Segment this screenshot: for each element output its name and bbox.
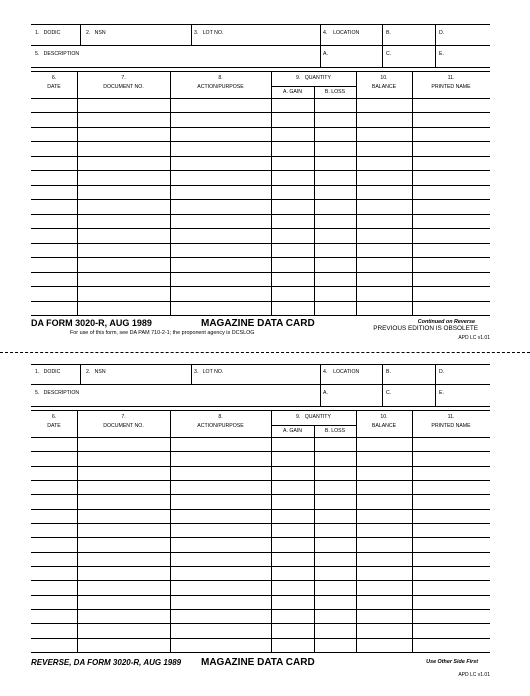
entry-cell-loss[interactable] <box>314 286 356 300</box>
entry-cell-document[interactable] <box>77 509 170 523</box>
entry-cell-date[interactable] <box>31 185 77 199</box>
column-divider <box>271 410 272 652</box>
back-col-qty-num: 9. <box>296 414 301 420</box>
entry-cell-name[interactable] <box>412 127 490 141</box>
entry-cell-loss[interactable] <box>314 509 356 523</box>
back-entry-rows[interactable] <box>31 437 490 652</box>
back-col-name: PRINTED NAME <box>431 423 471 429</box>
entry-cell-gain[interactable] <box>271 170 314 184</box>
entry-cell-gain[interactable] <box>271 451 314 465</box>
entry-cell-balance[interactable] <box>356 437 412 451</box>
entry-cell-loss[interactable] <box>314 199 356 213</box>
location-b: B. <box>386 30 391 36</box>
entry-cell-date[interactable] <box>31 552 77 566</box>
entry-cell-loss[interactable] <box>314 595 356 609</box>
column-divider <box>356 71 357 315</box>
entry-cell-document[interactable] <box>77 595 170 609</box>
entry-cell-loss[interactable] <box>314 451 356 465</box>
back-location-c: C. <box>386 390 392 396</box>
entry-cell-document[interactable] <box>77 257 170 271</box>
entry-cell-action[interactable] <box>170 127 271 141</box>
entry-cell-date[interactable] <box>31 286 77 300</box>
entry-cell-name[interactable] <box>412 199 490 213</box>
entry-cell-document[interactable] <box>77 451 170 465</box>
col-action-num: 8. <box>218 75 223 81</box>
entry-cell-gain[interactable] <box>271 638 314 652</box>
col-doc: DOCUMENT NO. <box>103 84 144 90</box>
entry-cell-name[interactable] <box>412 112 490 126</box>
col-date: DATE <box>47 84 61 90</box>
back-location-e: E. <box>439 390 444 396</box>
entry-cell-date[interactable] <box>31 609 77 623</box>
entry-cell-action[interactable] <box>170 156 271 170</box>
back-col-doc-num: 7. <box>121 414 126 420</box>
column-divider <box>412 71 413 315</box>
entry-cell-name[interactable] <box>412 523 490 537</box>
entry-cell-loss[interactable] <box>314 494 356 508</box>
entry-cell-name[interactable] <box>412 185 490 199</box>
entry-cell-balance[interactable] <box>356 466 412 480</box>
back-description-num: 5. <box>35 390 40 396</box>
entry-cell-balance[interactable] <box>356 127 412 141</box>
entry-cell-balance[interactable] <box>356 580 412 594</box>
entry-cell-balance[interactable] <box>356 638 412 652</box>
entry-cell-loss[interactable] <box>314 552 356 566</box>
entry-cell-document[interactable] <box>77 112 170 126</box>
column-divider <box>314 425 315 652</box>
entry-cell-loss[interactable] <box>314 185 356 199</box>
description-label: DESCRIPTION <box>43 51 80 57</box>
entry-cell-gain[interactable] <box>271 156 314 170</box>
front-form-number: DA FORM 3020-R, AUG 1989 <box>31 318 152 328</box>
entry-cell-name[interactable] <box>412 480 490 494</box>
entry-cell-action[interactable] <box>170 437 271 451</box>
entry-cell-action[interactable] <box>170 609 271 623</box>
location-label: LOCATION <box>333 30 360 36</box>
entry-cell-balance[interactable] <box>356 185 412 199</box>
entry-cell-date[interactable] <box>31 580 77 594</box>
entry-cell-date[interactable] <box>31 494 77 508</box>
entry-cell-loss[interactable] <box>314 127 356 141</box>
dodic-num: 1. <box>35 30 40 36</box>
entry-cell-balance[interactable] <box>356 609 412 623</box>
entry-cell-balance[interactable] <box>356 243 412 257</box>
entry-cell-balance[interactable] <box>356 451 412 465</box>
back-dodic-label: DODIC <box>43 369 61 375</box>
entry-cell-name[interactable] <box>412 552 490 566</box>
back-col-action: ACTION/PURPOSE <box>197 423 244 429</box>
entry-cell-balance[interactable] <box>356 156 412 170</box>
entry-cell-gain[interactable] <box>271 537 314 551</box>
entry-cell-balance[interactable] <box>356 272 412 286</box>
entry-cell-balance[interactable] <box>356 595 412 609</box>
lot-num: 3. <box>194 30 199 36</box>
entry-cell-balance[interactable] <box>356 228 412 242</box>
entry-cell-loss[interactable] <box>314 272 356 286</box>
entry-cell-gain[interactable] <box>271 480 314 494</box>
entry-cell-date[interactable] <box>31 638 77 652</box>
entry-cell-date[interactable] <box>31 228 77 242</box>
entry-cell-loss[interactable] <box>314 141 356 155</box>
entry-cell-date[interactable] <box>31 451 77 465</box>
previous-edition: PREVIOUS EDITION IS OBSOLETE <box>373 325 478 332</box>
entry-cell-name[interactable] <box>412 623 490 637</box>
entry-cell-action[interactable] <box>170 141 271 155</box>
entry-cell-gain[interactable] <box>271 494 314 508</box>
entry-cell-balance[interactable] <box>356 509 412 523</box>
back-col-balance-num: 10. <box>380 414 388 420</box>
back-card <box>31 364 490 684</box>
row-divider <box>31 652 490 653</box>
entry-cell-name[interactable] <box>412 214 490 228</box>
location-num: 4. <box>323 30 328 36</box>
entry-cell-document[interactable] <box>77 537 170 551</box>
entry-cell-gain[interactable] <box>271 301 314 315</box>
entry-cell-loss[interactable] <box>314 98 356 112</box>
back-col-name-num: 11. <box>447 414 455 420</box>
column-divider <box>170 410 171 652</box>
entry-cell-action[interactable] <box>170 243 271 257</box>
continued-note: Continued on Reverse <box>417 319 475 325</box>
col-qty: QUANTITY <box>304 75 331 81</box>
column-divider <box>77 410 78 652</box>
entry-cell-gain[interactable] <box>271 228 314 242</box>
entry-cell-balance[interactable] <box>356 301 412 315</box>
entry-cell-document[interactable] <box>77 214 170 228</box>
back-version: APD LC v1.01 <box>458 672 490 678</box>
entry-cell-loss[interactable] <box>314 609 356 623</box>
back-col-doc: DOCUMENT NO. <box>103 423 144 429</box>
entry-cell-balance[interactable] <box>356 257 412 271</box>
entry-cell-date[interactable] <box>31 98 77 112</box>
entry-cell-action[interactable] <box>170 537 271 551</box>
entry-cell-loss[interactable] <box>314 466 356 480</box>
entry-cell-name[interactable] <box>412 537 490 551</box>
back-col-date: DATE <box>47 423 61 429</box>
column-divider <box>314 86 315 315</box>
front-entry-rows[interactable] <box>31 98 490 315</box>
back-location-num: 4. <box>323 369 328 375</box>
entry-cell-action[interactable] <box>170 623 271 637</box>
entry-cell-name[interactable] <box>412 580 490 594</box>
entry-cell-date[interactable] <box>31 199 77 213</box>
column-divider <box>77 71 78 315</box>
back-location-d: D. <box>439 369 445 375</box>
entry-cell-action[interactable] <box>170 523 271 537</box>
entry-cell-name[interactable] <box>412 272 490 286</box>
entry-cell-document[interactable] <box>77 127 170 141</box>
back-col-qty: QUANTITY <box>304 414 331 420</box>
entry-cell-action[interactable] <box>170 199 271 213</box>
entry-cell-action[interactable] <box>170 451 271 465</box>
entry-cell-name[interactable] <box>412 257 490 271</box>
entry-cell-action[interactable] <box>170 286 271 300</box>
entry-cell-loss[interactable] <box>314 623 356 637</box>
entry-cell-document[interactable] <box>77 228 170 242</box>
entry-cell-gain[interactable] <box>271 566 314 580</box>
nsn-num: 2. <box>86 30 91 36</box>
front-card <box>31 24 490 344</box>
entry-cell-action[interactable] <box>170 566 271 580</box>
description-num: 5. <box>35 51 40 57</box>
back-dodic-num: 1. <box>35 369 40 375</box>
entry-cell-document[interactable] <box>77 170 170 184</box>
back-lot-num: 3. <box>194 369 199 375</box>
column-divider <box>412 410 413 652</box>
col-name-num: 11. <box>447 75 455 81</box>
back-lot-label: LOT NO. <box>202 369 224 375</box>
entry-cell-name[interactable] <box>412 494 490 508</box>
entry-cell-balance[interactable] <box>356 98 412 112</box>
entry-cell-action[interactable] <box>170 98 271 112</box>
entry-cell-gain[interactable] <box>271 199 314 213</box>
entry-cell-balance[interactable] <box>356 480 412 494</box>
entry-cell-name[interactable] <box>412 451 490 465</box>
entry-cell-name[interactable] <box>412 286 490 300</box>
entry-cell-loss[interactable] <box>314 566 356 580</box>
entry-cell-name[interactable] <box>412 243 490 257</box>
entry-cell-name[interactable] <box>412 301 490 315</box>
entry-cell-date[interactable] <box>31 566 77 580</box>
entry-cell-date[interactable] <box>31 595 77 609</box>
entry-cell-action[interactable] <box>170 112 271 126</box>
cut-line <box>0 352 530 353</box>
entry-cell-date[interactable] <box>31 537 77 551</box>
entry-cell-gain[interactable] <box>271 185 314 199</box>
entry-cell-gain[interactable] <box>271 141 314 155</box>
entry-cell-document[interactable] <box>77 286 170 300</box>
entry-cell-document[interactable] <box>77 566 170 580</box>
entry-cell-name[interactable] <box>412 437 490 451</box>
entry-cell-action[interactable] <box>170 638 271 652</box>
entry-cell-action[interactable] <box>170 272 271 286</box>
column-divider <box>356 410 357 652</box>
entry-cell-document[interactable] <box>77 199 170 213</box>
entry-cell-gain[interactable] <box>271 257 314 271</box>
back-col-date-num: 6. <box>51 414 57 420</box>
entry-cell-document[interactable] <box>77 523 170 537</box>
front-form-title: MAGAZINE DATA CARD <box>201 318 315 329</box>
entry-cell-gain[interactable] <box>271 127 314 141</box>
entry-cell-balance[interactable] <box>356 170 412 184</box>
col-gain: A. GAIN <box>282 89 303 95</box>
back-col-gain: A. GAIN <box>282 428 303 434</box>
entry-cell-document[interactable] <box>77 623 170 637</box>
entry-cell-document[interactable] <box>77 466 170 480</box>
use-other-side: Use Other Side First <box>426 659 478 665</box>
entry-cell-date[interactable] <box>31 523 77 537</box>
back-location-b: B. <box>386 369 391 375</box>
entry-cell-action[interactable] <box>170 466 271 480</box>
entry-cell-name[interactable] <box>412 509 490 523</box>
entry-cell-date[interactable] <box>31 170 77 184</box>
entry-cell-action[interactable] <box>170 170 271 184</box>
entry-cell-loss[interactable] <box>314 580 356 594</box>
entry-cell-balance[interactable] <box>356 214 412 228</box>
entry-cell-gain[interactable] <box>271 580 314 594</box>
front-version: APD LC v1.01 <box>458 335 490 341</box>
entry-cell-loss[interactable] <box>314 156 356 170</box>
back-col-loss: B. LOSS <box>324 428 346 434</box>
entry-cell-loss[interactable] <box>314 437 356 451</box>
entry-cell-balance[interactable] <box>356 112 412 126</box>
usage-note: For use of this form, see DA PAM 710-2-1; the proponent agency is DCSLOG <box>70 330 255 336</box>
entry-cell-gain[interactable] <box>271 272 314 286</box>
entry-cell-gain[interactable] <box>271 595 314 609</box>
entry-cell-date[interactable] <box>31 509 77 523</box>
entry-cell-balance[interactable] <box>356 199 412 213</box>
col-doc-num: 7. <box>121 75 126 81</box>
entry-cell-gain[interactable] <box>271 552 314 566</box>
location-a: A. <box>323 51 328 57</box>
entry-cell-loss[interactable] <box>314 170 356 184</box>
entry-cell-loss[interactable] <box>314 523 356 537</box>
entry-cell-date[interactable] <box>31 480 77 494</box>
entry-cell-document[interactable] <box>77 437 170 451</box>
entry-cell-loss[interactable] <box>314 301 356 315</box>
entry-cell-action[interactable] <box>170 257 271 271</box>
entry-cell-balance[interactable] <box>356 494 412 508</box>
entry-cell-action[interactable] <box>170 214 271 228</box>
col-date-num: 6. <box>51 75 57 81</box>
entry-cell-document[interactable] <box>77 580 170 594</box>
entry-cell-gain[interactable] <box>271 623 314 637</box>
entry-cell-date[interactable] <box>31 301 77 315</box>
entry-cell-action[interactable] <box>170 228 271 242</box>
entry-cell-document[interactable] <box>77 552 170 566</box>
entry-cell-gain[interactable] <box>271 286 314 300</box>
entry-cell-loss[interactable] <box>314 480 356 494</box>
location-c: C. <box>386 51 392 57</box>
col-balance-num: 10. <box>380 75 388 81</box>
entry-cell-action[interactable] <box>170 301 271 315</box>
col-loss: B. LOSS <box>324 89 346 95</box>
entry-cell-document[interactable] <box>77 609 170 623</box>
back-form-title: MAGAZINE DATA CARD <box>201 657 315 668</box>
entry-cell-name[interactable] <box>412 609 490 623</box>
entry-cell-date[interactable] <box>31 272 77 286</box>
entry-cell-date[interactable] <box>31 112 77 126</box>
entry-cell-loss[interactable] <box>314 214 356 228</box>
column-divider <box>271 71 272 315</box>
back-nsn-label: NSN <box>94 369 106 375</box>
back-form-number: REVERSE, DA FORM 3020-R, AUG 1989 <box>31 658 182 667</box>
entry-cell-gain[interactable] <box>271 523 314 537</box>
col-balance: BALANCE <box>371 84 397 90</box>
entry-cell-date[interactable] <box>31 141 77 155</box>
entry-cell-gain[interactable] <box>271 98 314 112</box>
entry-cell-name[interactable] <box>412 228 490 242</box>
entry-cell-date[interactable] <box>31 243 77 257</box>
entry-cell-date[interactable] <box>31 257 77 271</box>
entry-cell-gain[interactable] <box>271 437 314 451</box>
entry-cell-date[interactable] <box>31 437 77 451</box>
entry-cell-name[interactable] <box>412 170 490 184</box>
back-description-label: DESCRIPTION <box>43 390 80 396</box>
back-col-balance: BALANCE <box>371 423 397 429</box>
entry-cell-date[interactable] <box>31 156 77 170</box>
entry-cell-balance[interactable] <box>356 552 412 566</box>
entry-cell-loss[interactable] <box>314 638 356 652</box>
dodic-label: DODIC <box>43 30 61 36</box>
entry-cell-gain[interactable] <box>271 466 314 480</box>
col-name: PRINTED NAME <box>431 84 471 90</box>
entry-cell-date[interactable] <box>31 214 77 228</box>
entry-cell-loss[interactable] <box>314 537 356 551</box>
entry-cell-name[interactable] <box>412 638 490 652</box>
entry-cell-document[interactable] <box>77 301 170 315</box>
entry-cell-balance[interactable] <box>356 537 412 551</box>
entry-cell-balance[interactable] <box>356 141 412 155</box>
back-location-label: LOCATION <box>333 369 360 375</box>
row-divider <box>31 315 490 316</box>
entry-cell-loss[interactable] <box>314 228 356 242</box>
entry-cell-action[interactable] <box>170 509 271 523</box>
back-nsn-num: 2. <box>86 369 91 375</box>
entry-cell-action[interactable] <box>170 185 271 199</box>
entry-cell-gain[interactable] <box>271 509 314 523</box>
entry-cell-date[interactable] <box>31 127 77 141</box>
entry-cell-gain[interactable] <box>271 243 314 257</box>
entry-cell-document[interactable] <box>77 243 170 257</box>
entry-cell-balance[interactable] <box>356 523 412 537</box>
entry-cell-name[interactable] <box>412 98 490 112</box>
entry-cell-document[interactable] <box>77 494 170 508</box>
entry-cell-document[interactable] <box>77 141 170 155</box>
entry-cell-name[interactable] <box>412 156 490 170</box>
back-location-a: A. <box>323 390 328 396</box>
col-qty-num: 9. <box>296 75 301 81</box>
entry-cell-action[interactable] <box>170 480 271 494</box>
location-e: E. <box>439 51 444 57</box>
entry-cell-action[interactable] <box>170 580 271 594</box>
entry-cell-balance[interactable] <box>356 623 412 637</box>
back-col-action-num: 8. <box>218 414 223 420</box>
entry-cell-name[interactable] <box>412 466 490 480</box>
entry-cell-document[interactable] <box>77 272 170 286</box>
lot-label: LOT NO. <box>202 30 224 36</box>
entry-cell-name[interactable] <box>412 566 490 580</box>
entry-cell-balance[interactable] <box>356 566 412 580</box>
entry-cell-name[interactable] <box>412 141 490 155</box>
entry-cell-action[interactable] <box>170 595 271 609</box>
entry-cell-balance[interactable] <box>356 286 412 300</box>
entry-cell-date[interactable] <box>31 623 77 637</box>
entry-cell-action[interactable] <box>170 494 271 508</box>
col-action: ACTION/PURPOSE <box>197 84 244 90</box>
entry-cell-document[interactable] <box>77 480 170 494</box>
entry-cell-gain[interactable] <box>271 609 314 623</box>
entry-cell-loss[interactable] <box>314 257 356 271</box>
entry-cell-document[interactable] <box>77 185 170 199</box>
nsn-label: NSN <box>94 30 106 36</box>
column-divider <box>170 71 171 315</box>
entry-cell-loss[interactable] <box>314 243 356 257</box>
entry-cell-document[interactable] <box>77 98 170 112</box>
location-d: D. <box>439 30 445 36</box>
entry-cell-gain[interactable] <box>271 112 314 126</box>
entry-cell-date[interactable] <box>31 466 77 480</box>
entry-cell-action[interactable] <box>170 552 271 566</box>
entry-cell-document[interactable] <box>77 156 170 170</box>
entry-cell-loss[interactable] <box>314 112 356 126</box>
entry-cell-name[interactable] <box>412 595 490 609</box>
entry-cell-gain[interactable] <box>271 214 314 228</box>
entry-cell-document[interactable] <box>77 638 170 652</box>
